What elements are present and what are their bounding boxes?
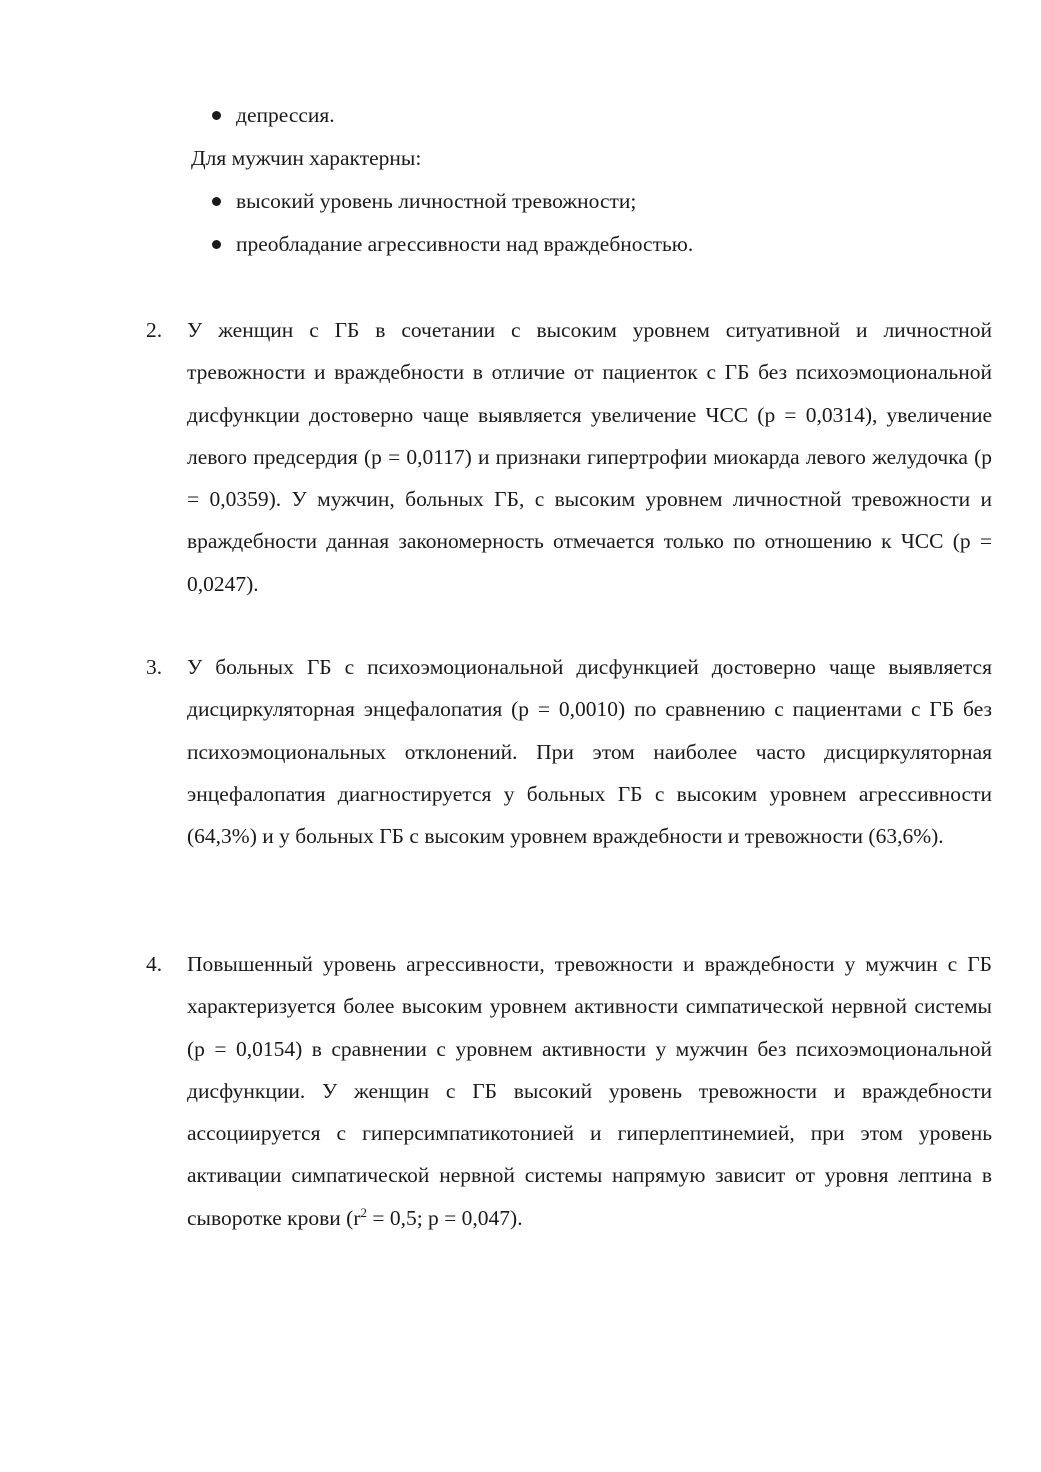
conclusion-text: У больных ГБ с психоэмоциональной дисфункцией достоверно чаще выявляется дисциркуляторная энцефалопатия (р = 0,0010) по сравнению с пациентами с ГБ без психоэмоциональных отклонений. При этом наиболее часто дисциркуляторная энцефалопатия диагностируется у больных ГБ с высоким уровнем агрессивности (64,3%) и у больных ГБ с высоким уровнем враждебности и тревожности (63,6%). xyxy=(187,655,992,849)
men-traits-list xyxy=(210,180,990,266)
list-item-text: высокий уровень личностной тревожности; xyxy=(236,189,637,213)
conclusion-number: 2. xyxy=(146,318,163,342)
conclusion-item-3 xyxy=(146,646,992,857)
bullet-icon xyxy=(212,240,221,249)
superscript: 2 xyxy=(360,1205,367,1220)
list-item-text: депрессия. xyxy=(236,103,335,127)
list-item xyxy=(210,94,990,137)
conclusion-text xyxy=(187,943,992,1239)
bullet-icon xyxy=(212,197,221,206)
conclusion-text: У женщин с ГБ в сочетании с высоким уровнем ситуативной и личностной тревожности и враждебности в отличие от пациенток с ГБ без психоэмоциональной дисфункции достоверно чаще выявляется увеличение ЧСС (р = 0,0314), увеличение левого предсердия (р = 0,0117) и признаки гипертрофии миокарда левого желудочка (р = 0,0359). У мужчин, больных ГБ, с высоким уровнем личностной тревожности и враждебности данная закономерность отмечается только по отношению к ЧСС (р = 0,0247). xyxy=(187,318,992,596)
conclusion-text-part: Повышенный уровень агрессивности, тревожности и враждебности у мужчин с ГБ характеризуется более высоким уровнем активности симпатической нервной системы (р = 0,0154) в сравнении с уровнем активности у мужчин без психоэмоциональной дисфункции. У женщин с ГБ высокий уровень тревожности и враждебности ассоциируется с гиперсимпатикотонией и гиперлептинемией, при этом уровень активации симпатической нервной системы напрямую зависит от уровня лептина в сыворотке крови (r xyxy=(187,952,992,1230)
list-item-text: преобладание агрессивности над враждебностью. xyxy=(236,232,694,256)
conclusion-item-2 xyxy=(146,309,992,605)
list-item xyxy=(210,180,990,223)
conclusion-number: 4. xyxy=(146,952,163,976)
conclusion-number: 3. xyxy=(146,655,163,679)
list-item xyxy=(210,223,990,266)
bullet-icon xyxy=(212,111,221,120)
men-traits-intro: Для мужчин характерны: xyxy=(191,146,422,170)
women-traits-list-tail xyxy=(210,94,990,137)
conclusion-item-4 xyxy=(146,943,992,1239)
conclusion-text-part: = 0,5; р = 0,047). xyxy=(366,1205,523,1230)
